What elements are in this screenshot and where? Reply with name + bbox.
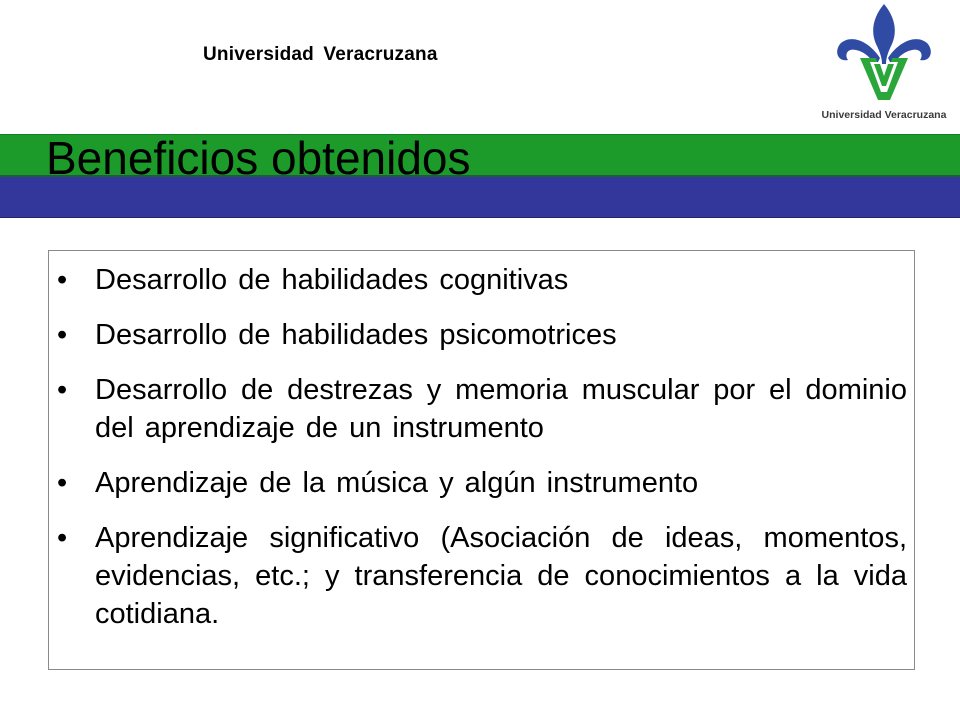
bullet-icon: •	[57, 264, 68, 296]
logo-caption: Universidad Veracruzana	[821, 109, 947, 121]
bullet-text: Aprendizaje significativo (Asociación de ideas, momentos, evidencias, etc.; y transferencia de conocimientos a la vida cotidiana.	[95, 522, 907, 630]
bullet-icon: •	[57, 319, 68, 351]
slide-title: Beneficios obtenidos	[46, 132, 471, 184]
university-logo	[810, 0, 958, 128]
list-item	[57, 519, 907, 633]
bullet-text: Desarrollo de habilidades cognitivas	[95, 264, 569, 296]
bullet-text: Desarrollo de habilidades psicomotrices	[95, 319, 617, 351]
list-item	[57, 464, 907, 502]
logo-emblem-icon	[810, 0, 958, 108]
bullet-text: Aprendizaje de la música y algún instrumento	[95, 467, 699, 499]
list-item	[57, 371, 907, 447]
header-university-name: Universidad Veracruzana	[203, 44, 438, 65]
bullet-icon: •	[57, 522, 68, 554]
bullet-icon: •	[57, 374, 68, 406]
list-item	[57, 316, 907, 354]
bullet-list	[57, 261, 907, 650]
bullet-icon: •	[57, 467, 68, 499]
bullet-text: Desarrollo de destrezas y memoria muscular por el dominio del aprendizaje de un instrumento	[95, 374, 907, 444]
content-box	[48, 250, 915, 670]
list-item	[57, 261, 907, 299]
